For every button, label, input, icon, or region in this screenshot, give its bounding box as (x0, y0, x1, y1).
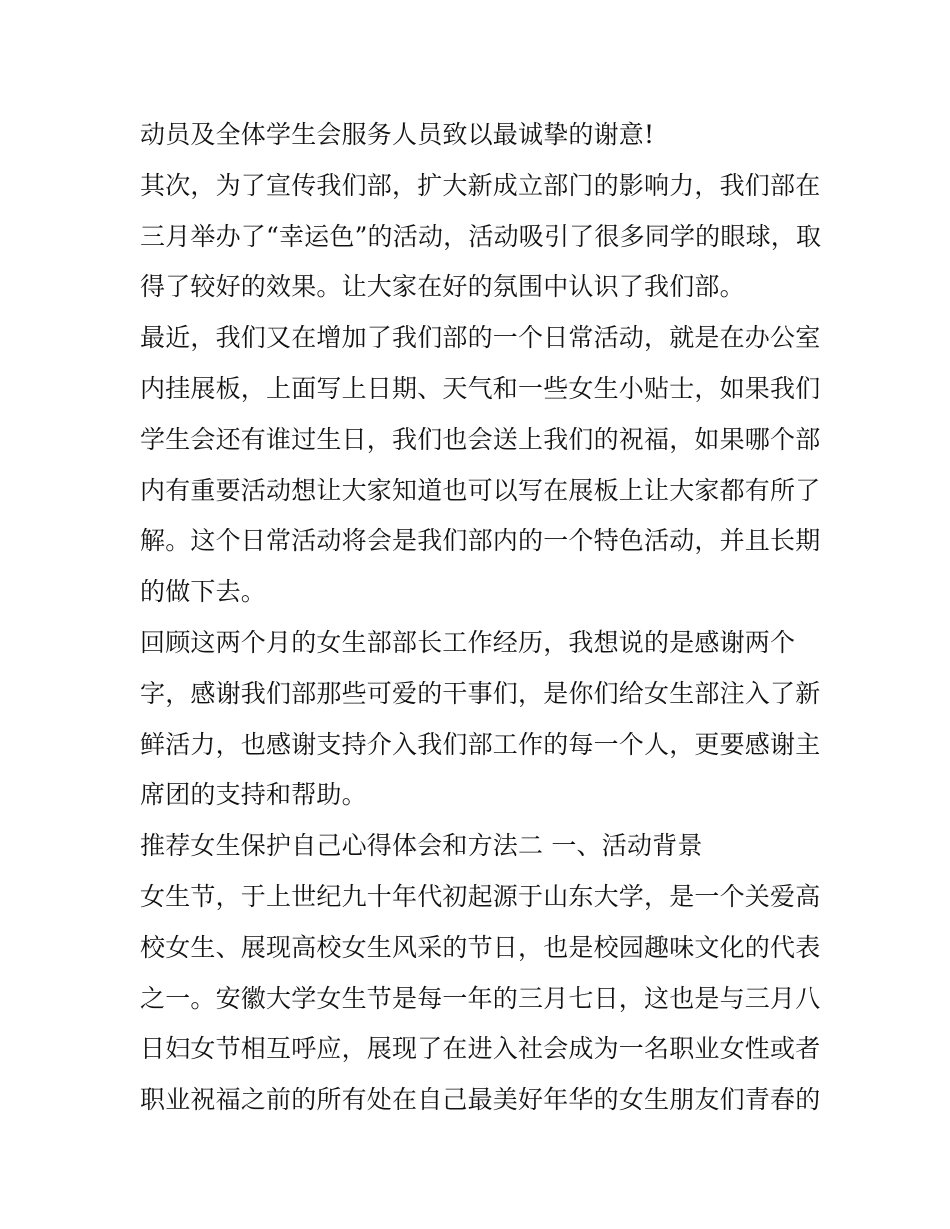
text-line: 女生节，于上世纪九十年代初起源于山东大学，是一个关爱高 (140, 881, 821, 911)
text-line: 的做下去。 (140, 577, 267, 607)
text-line: 回顾这两个月的女生部部长工作经历，我想说的是感谢两个 (140, 627, 796, 657)
text-line: 解。这个日常活动将会是我们部内的一个特色活动，并且长期 (140, 526, 821, 556)
document-body (140, 110, 820, 1126)
text-line: 鲜活力，也感谢支持介入我们部工作的每一个人，更要感谢主 (140, 729, 821, 759)
text-line: 席团的支持和帮助。 (140, 780, 367, 810)
text-line: 字，感谢我们部那些可爱的干事们，是你们给女生部注入了新 (140, 678, 821, 708)
text-line: 其次，为了宣传我们部，扩大新成立部门的影响力，我们部在 (140, 170, 821, 200)
text-line: 职业祝福之前的所有处在自己最美好年华的女生朋友们青春的 (140, 1085, 821, 1115)
text-line: 三月举办了“幸运色”的活动，活动吸引了很多同学的眼球，取 (140, 221, 822, 251)
text-line: 动员及全体学生会服务人员致以最诚挚的谢意! (140, 120, 655, 149)
text-line: 内挂展板，上面写上日期、天气和一些女生小贴士，如果我们 (140, 373, 821, 403)
section-heading: 推荐女生保护自己心得体会和方法二 一、活动背景 (140, 831, 703, 861)
text-line: 最近，我们又在增加了我们部的一个日常活动，就是在办公室 (140, 323, 821, 353)
text-line: 内有重要活动想让大家知道也可以写在展板上让大家都有所了 (140, 475, 821, 505)
text-line: 学生会还有谁过生日，我们也会送上我们的祝福，如果哪个部 (140, 424, 821, 454)
text-line: 校女生、展现高校女生风采的节日，也是校园趣味文化的代表 (140, 932, 821, 962)
text-line: 得了较好的效果。让大家在好的氛围中认识了我们部。 (140, 272, 745, 302)
text-line: 日妇女节相互呼应，展现了在进入社会成为一名职业女性或者 (140, 1034, 821, 1064)
text-line: 之一。安徽大学女生节是每一年的三月七日，这也是与三月八 (140, 983, 821, 1013)
